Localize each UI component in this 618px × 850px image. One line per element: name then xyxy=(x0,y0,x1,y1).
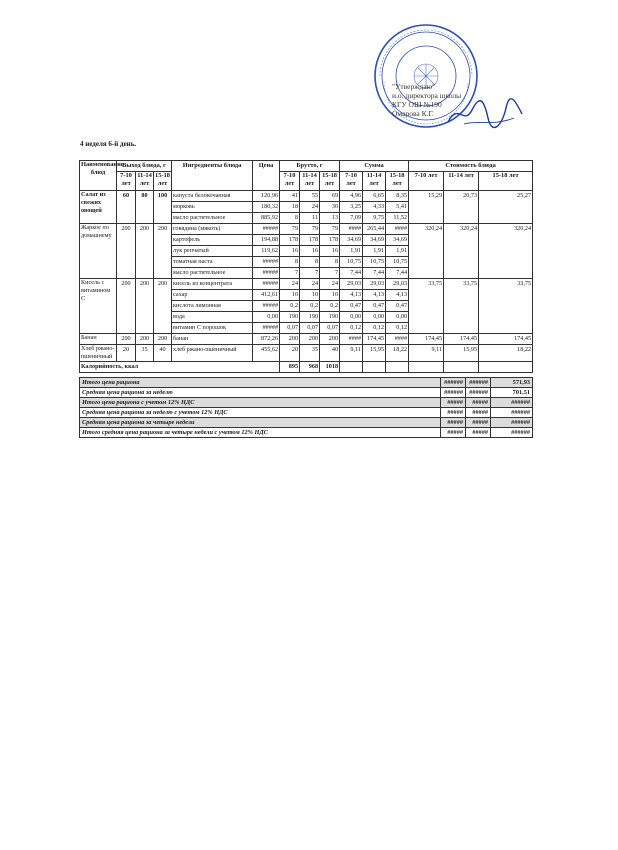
table-cell: лук репчатый xyxy=(172,246,253,257)
table-cell: 16 xyxy=(320,246,340,257)
table-cell: 24 xyxy=(300,279,320,290)
table-cell: 7,09 xyxy=(340,213,363,224)
table-cell: 34,69 xyxy=(363,235,386,246)
table-cell: 4,96 xyxy=(340,191,363,202)
table-cell: 15,95 xyxy=(363,345,386,362)
table-cell: томатная паста xyxy=(172,257,253,268)
table-cell: 15-18 лет xyxy=(479,172,533,191)
table-cell: Ингредиенты блюда xyxy=(172,161,253,191)
table-cell: ##### xyxy=(466,428,491,438)
table-cell: 11-14 лет xyxy=(363,172,386,191)
table-cell: 0,00 xyxy=(386,312,409,323)
table-cell: Брутто, г xyxy=(280,161,340,172)
table-cell: 571,93 xyxy=(491,378,533,388)
table-cell: ##### xyxy=(466,398,491,408)
table-cell: 200 xyxy=(117,279,136,334)
table-cell: 1,91 xyxy=(340,246,363,257)
table-cell: ##### xyxy=(441,418,466,428)
table-cell: 7,44 xyxy=(363,268,386,279)
table-cell: Банан xyxy=(80,334,117,345)
table-cell: 35 xyxy=(300,345,320,362)
table-cell: 7-10 лет xyxy=(117,172,136,191)
table-cell: 320,24 xyxy=(409,224,444,279)
approval-line: КГУ ОШ №190 xyxy=(392,100,442,109)
table-cell: 200 xyxy=(117,224,136,279)
table-cell: 41 xyxy=(280,191,300,202)
table-cell: 20 xyxy=(117,345,136,362)
table-cell: 16 xyxy=(280,246,300,257)
table-cell: 11-14 лет xyxy=(136,172,154,191)
totals-row xyxy=(80,428,533,438)
table-cell: 0,47 xyxy=(340,301,363,312)
table-cell: ##### xyxy=(253,268,280,279)
totals-table xyxy=(79,377,533,438)
table-cell: ##### xyxy=(253,323,280,334)
table-cell: ##### xyxy=(441,428,466,438)
table-cell: 7-10 лет xyxy=(340,172,363,191)
table-cell: 18 xyxy=(280,202,300,213)
table-cell: 13 xyxy=(320,213,340,224)
table-cell: 79 xyxy=(300,224,320,235)
table-cell: ##### xyxy=(466,408,491,418)
table-cell: 320,24 xyxy=(444,224,479,279)
table-cell: 18,22 xyxy=(479,345,533,362)
table-cell: 174,45 xyxy=(363,334,386,345)
table-cell: 18,22 xyxy=(386,345,409,362)
table-cell: 174,45 xyxy=(409,334,444,345)
table-cell: 7-10 лет xyxy=(280,172,300,191)
table-cell: 0,47 xyxy=(363,301,386,312)
table-cell: говядина (мякоть) xyxy=(172,224,253,235)
table-row xyxy=(80,279,533,290)
header-row xyxy=(80,172,533,191)
table-row xyxy=(80,345,533,362)
table-cell: 190 xyxy=(300,312,320,323)
table-cell: 1,91 xyxy=(363,246,386,257)
table-cell: ##### xyxy=(253,257,280,268)
table-cell: 6,65 xyxy=(363,191,386,202)
table-cell: Средняя цена рациона за неделю с учетом 12% НДС xyxy=(80,408,441,418)
empty-cell xyxy=(340,362,363,373)
table-cell: Хлеб ржано-пшеничный xyxy=(81,345,115,360)
table-cell: ###### xyxy=(466,388,491,398)
table-cell: Средняя цена рациона за неделю xyxy=(80,388,441,398)
table-cell: 8 xyxy=(300,257,320,268)
table-cell: ###### xyxy=(491,398,533,408)
table-cell: 60 xyxy=(117,191,136,224)
table-cell: 174,45 xyxy=(479,334,533,345)
table-cell: Наименование блюд xyxy=(80,161,117,191)
table-cell: 7 xyxy=(300,268,320,279)
table-cell: 178 xyxy=(300,235,320,246)
table-cell: 10,75 xyxy=(363,257,386,268)
table-cell: ###### xyxy=(491,418,533,428)
table-cell: 33,75 xyxy=(479,279,533,334)
table-cell: 40 xyxy=(154,345,172,362)
table-cell: 8 xyxy=(320,257,340,268)
table-cell: Стоимость блюда xyxy=(409,161,533,172)
table-cell: 0,00 xyxy=(363,312,386,323)
table-cell: 180,32 xyxy=(253,202,280,213)
table-cell: 320,24 xyxy=(479,224,533,279)
table-cell: 15-18 лет xyxy=(154,172,172,191)
table-cell: 7 xyxy=(280,268,300,279)
totals-row xyxy=(80,398,533,408)
table-cell: 0,2 xyxy=(300,301,320,312)
table-cell: 24 xyxy=(300,202,320,213)
table-cell: 120,96 xyxy=(253,191,280,202)
table-cell: картофель xyxy=(172,235,253,246)
table-cell: 69 xyxy=(320,191,340,202)
table-cell: 25,27 xyxy=(479,191,533,224)
table-cell: 34,69 xyxy=(340,235,363,246)
table-cell: 16 xyxy=(300,246,320,257)
table-cell: 174,45 xyxy=(444,334,479,345)
table-cell: 80 xyxy=(136,191,154,224)
table-cell: 0,12 xyxy=(340,323,363,334)
table-cell: Цена xyxy=(253,161,280,191)
table-cell: 4,13 xyxy=(363,290,386,301)
table-cell: 0,07 xyxy=(300,323,320,334)
table-cell: 200 xyxy=(300,334,320,345)
table-cell: сахар xyxy=(172,290,253,301)
table-cell: 10,75 xyxy=(340,257,363,268)
table-cell: 79 xyxy=(280,224,300,235)
table-row xyxy=(80,334,533,345)
table-cell: 20,73 xyxy=(444,191,479,224)
table-cell: Итого средняя цена рациона за четыре недели с учетом 12% НДС xyxy=(80,428,441,438)
table-cell: 15,95 xyxy=(444,345,479,362)
table-cell: 0,12 xyxy=(386,323,409,334)
table-cell: Жаркое по домашнему xyxy=(80,224,117,279)
table-cell: морковь xyxy=(172,202,253,213)
table-cell: 190 xyxy=(280,312,300,323)
table-cell: 15-18 лет xyxy=(320,172,340,191)
table-cell: 29,03 xyxy=(386,279,409,290)
empty-cell xyxy=(363,362,386,373)
table-cell: #### xyxy=(386,224,409,235)
table-cell: 7 xyxy=(320,268,340,279)
table-cell: 7,44 xyxy=(340,268,363,279)
table-cell: ###### xyxy=(441,388,466,398)
table-cell: 8,35 xyxy=(386,191,409,202)
table-cell: 0,00 xyxy=(253,312,280,323)
table-cell: ###### xyxy=(466,378,491,388)
table-cell: 412,61 xyxy=(253,290,280,301)
table-cell: хлеб ржано-пшеничный xyxy=(172,345,253,362)
table-cell: 0,2 xyxy=(320,301,340,312)
table-cell: 178 xyxy=(280,235,300,246)
table-cell: ##### xyxy=(441,398,466,408)
table-cell: 29,03 xyxy=(363,279,386,290)
table-cell: 190 xyxy=(320,312,340,323)
table-row xyxy=(80,191,533,202)
table-cell: 11-14 лет xyxy=(444,172,479,191)
table-cell: 178 xyxy=(320,235,340,246)
table-cell: 10,75 xyxy=(386,257,409,268)
header-row xyxy=(80,161,533,172)
table-cell: 200 xyxy=(136,279,154,334)
table-cell: ###### xyxy=(491,408,533,418)
table-cell: 11 xyxy=(300,213,320,224)
empty-cell xyxy=(444,362,479,373)
table-cell: 55 xyxy=(300,191,320,202)
table-cell: Салат из свежих овощей xyxy=(80,191,117,224)
table-cell: ##### xyxy=(253,301,280,312)
table-cell: 194,88 xyxy=(253,235,280,246)
table-cell: 9,11 xyxy=(409,345,444,362)
table-cell: 7-10 лет xyxy=(409,172,444,191)
table-cell: 10 xyxy=(320,290,340,301)
table-cell: 40 xyxy=(320,345,340,362)
table-cell: 885,92 xyxy=(253,213,280,224)
table-cell: ##### xyxy=(253,279,280,290)
table-cell: 455,62 xyxy=(253,345,280,362)
table-cell: ##### xyxy=(253,224,280,235)
table-cell: 0,00 xyxy=(340,312,363,323)
table-cell: кисель из концентрата xyxy=(172,279,253,290)
calories-row xyxy=(80,362,533,373)
table-cell: Итого цена рациона с учетом 12% НДС xyxy=(80,398,441,408)
table-cell: 35 xyxy=(136,345,154,362)
table-cell: масло растительное xyxy=(172,268,253,279)
table-cell: 7,44 xyxy=(386,268,409,279)
table-cell: ##### xyxy=(441,408,466,418)
table-cell: 24 xyxy=(320,279,340,290)
table-cell: капуста белокочанная xyxy=(172,191,253,202)
table-cell: 29,03 xyxy=(340,279,363,290)
table-cell: 79 xyxy=(320,224,340,235)
table-cell: 200 xyxy=(136,334,154,345)
table-cell: 0,07 xyxy=(280,323,300,334)
table-cell: 1,91 xyxy=(386,246,409,257)
table-cell: 20 xyxy=(280,345,300,362)
approval-block xyxy=(392,82,461,118)
week-title: 4 неделя 6-й день. xyxy=(80,140,137,148)
table-cell: 0,2 xyxy=(280,301,300,312)
table-cell: 15,29 xyxy=(409,191,444,224)
table-cell: 100 xyxy=(154,191,172,224)
table-row xyxy=(80,224,533,235)
table-cell: ###### xyxy=(441,378,466,388)
table-cell: 200 xyxy=(154,334,172,345)
approval-line: и.о. директора школы xyxy=(392,91,462,100)
table-cell: #### xyxy=(340,334,363,345)
table-cell: 0,47 xyxy=(386,301,409,312)
table-cell: 11-14 лет xyxy=(300,172,320,191)
table-cell: 4,13 xyxy=(340,290,363,301)
table-cell: 265,44 xyxy=(363,224,386,235)
table-cell: 119,62 xyxy=(253,246,280,257)
approval-line: Омарова К.Г. xyxy=(392,109,434,118)
table-cell: Сумма xyxy=(340,161,409,172)
table-cell: кислота лимонная xyxy=(172,301,253,312)
table-cell: Выход блюда, г xyxy=(117,161,172,172)
table-cell: 33,75 xyxy=(444,279,479,334)
table-cell: 4,13 xyxy=(386,290,409,301)
empty-cell xyxy=(386,362,409,373)
table-cell: 200 xyxy=(117,334,136,345)
table-cell: Итого цена рациона xyxy=(80,378,441,388)
totals-row xyxy=(80,418,533,428)
table-cell: вода xyxy=(172,312,253,323)
table-cell: 4,33 xyxy=(363,202,386,213)
table-cell: 5,41 xyxy=(386,202,409,213)
approval-line: "Утверждаю" xyxy=(392,82,436,91)
table-cell: #### xyxy=(386,334,409,345)
table-cell: 0,07 xyxy=(320,323,340,334)
table-cell: 0,12 xyxy=(363,323,386,334)
table-cell: 895 xyxy=(280,362,300,373)
table-cell: банан xyxy=(172,334,253,345)
table-cell: 24 xyxy=(280,279,300,290)
table-cell: 872,26 xyxy=(253,334,280,345)
table-cell: 8 xyxy=(280,213,300,224)
table-cell: 200 xyxy=(154,279,172,334)
totals-row xyxy=(80,378,533,388)
table-cell: 968 xyxy=(300,362,320,373)
table-cell: 11,52 xyxy=(386,213,409,224)
table-cell: масло растительное xyxy=(172,213,253,224)
table-cell: 200 xyxy=(280,334,300,345)
table-cell: 15-18 лет xyxy=(386,172,409,191)
table-cell: 10 xyxy=(300,290,320,301)
table-cell: 8 xyxy=(280,257,300,268)
table-cell: ###### xyxy=(491,428,533,438)
table-cell: 200 xyxy=(154,224,172,279)
table-cell: Кисель с витамином С xyxy=(80,279,117,334)
table-cell: 200 xyxy=(320,334,340,345)
table-cell: 3,25 xyxy=(340,202,363,213)
table-cell: Калорийность, ккал xyxy=(80,362,280,373)
totals-row xyxy=(80,388,533,398)
table-cell: 33,75 xyxy=(409,279,444,334)
table-cell: #### xyxy=(340,224,363,235)
table-cell: ##### xyxy=(466,418,491,428)
empty-cell xyxy=(409,362,444,373)
totals-row xyxy=(80,408,533,418)
table-cell: 34,69 xyxy=(386,235,409,246)
table-cell: 9,11 xyxy=(340,345,363,362)
empty-cell xyxy=(479,362,533,373)
table-cell: 30 xyxy=(320,202,340,213)
table-cell: витамин С порошок xyxy=(172,323,253,334)
table-cell: 9,75 xyxy=(363,213,386,224)
table-cell: 10 xyxy=(280,290,300,301)
table-cell: Средняя цена рациона за четыре недели xyxy=(80,418,441,428)
table-cell: 1018 xyxy=(320,362,340,373)
menu-table xyxy=(79,160,533,373)
table-cell: 200 xyxy=(136,224,154,279)
table-cell: 701,51 xyxy=(491,388,533,398)
